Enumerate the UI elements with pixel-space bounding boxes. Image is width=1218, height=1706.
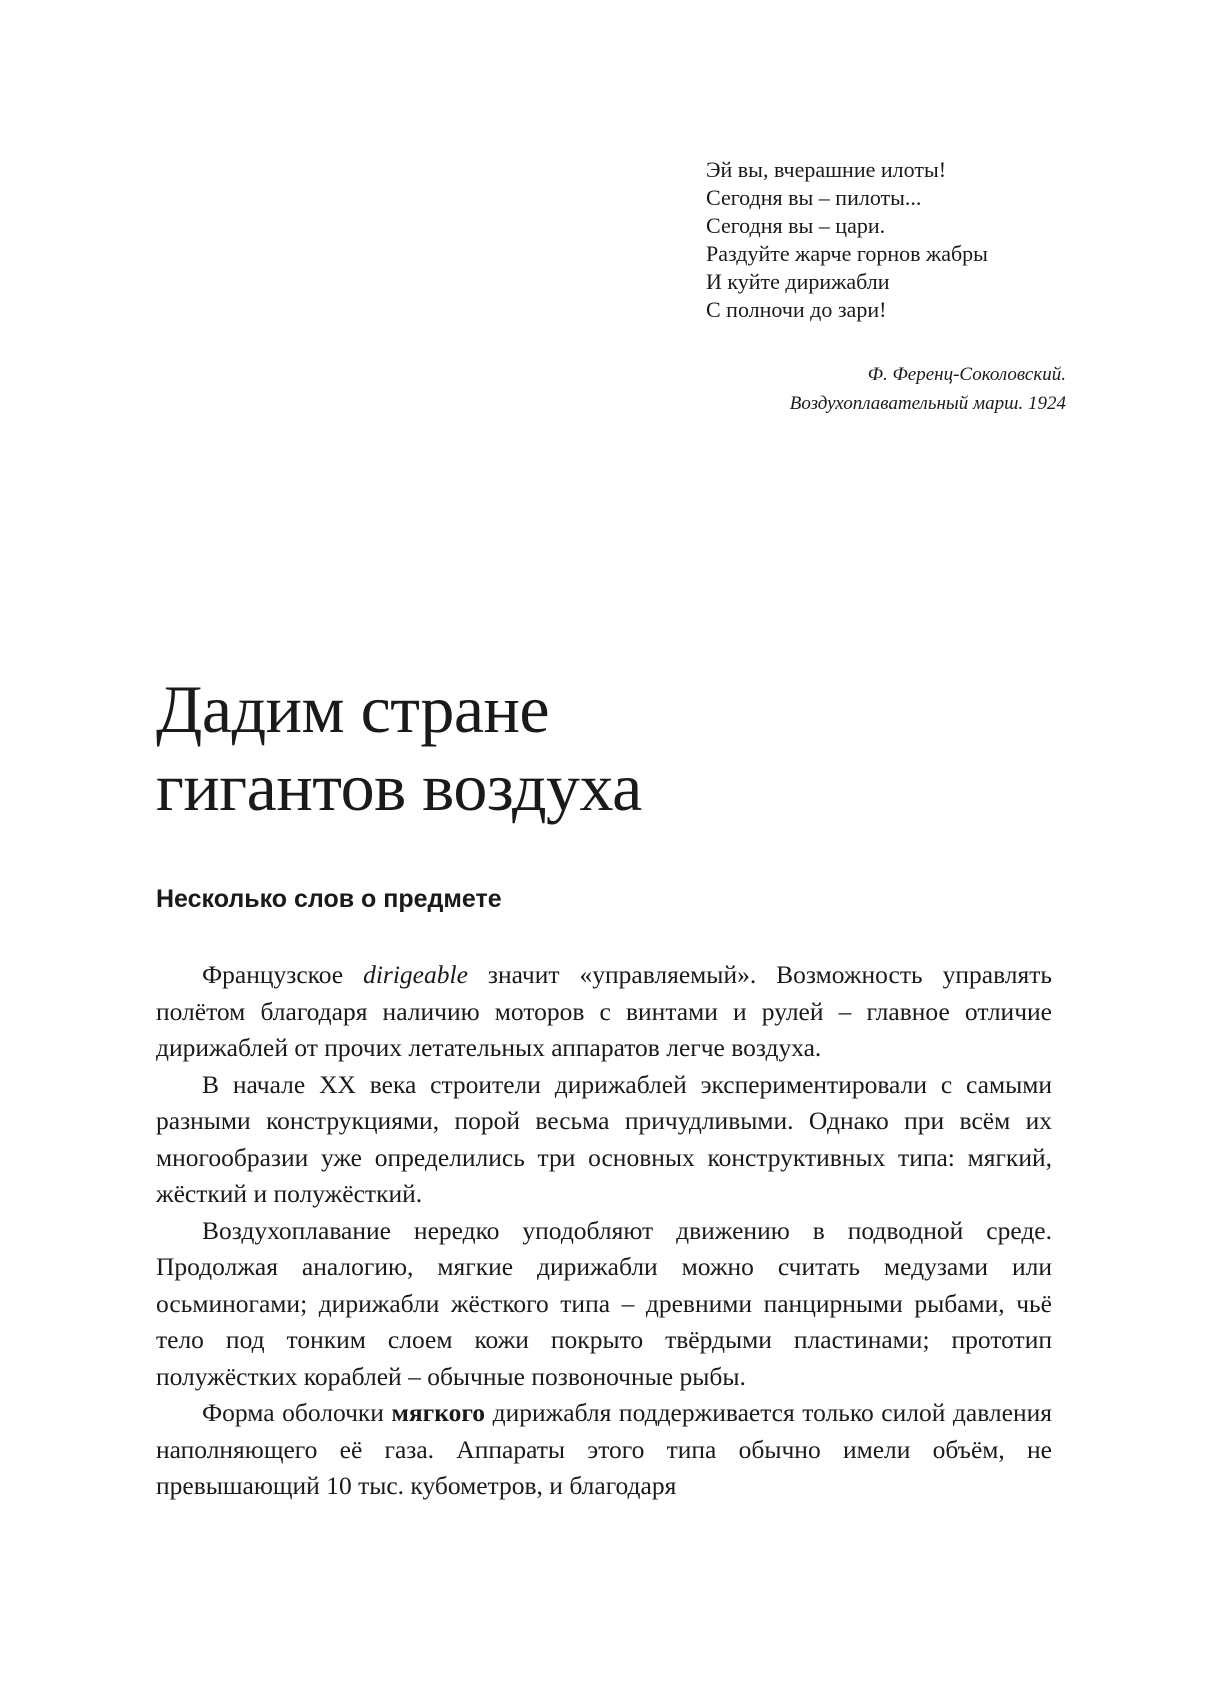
epigraph-author: Ф. Ференц-Соколовский.	[867, 364, 1066, 385]
poem-line: Эй вы, вчерашние илоты!	[706, 157, 947, 182]
italic-term: dirigeable	[363, 960, 468, 989]
epigraph-poem	[706, 156, 1066, 324]
bold-term: мягкого	[391, 1398, 486, 1427]
epigraph-source: Воздухоплавательный марш. 1924	[789, 393, 1066, 414]
epigraph	[706, 156, 1066, 414]
poem-line: Раздуйте жарче горнов жабры	[706, 241, 988, 266]
chapter-title-line: Дадим стране	[156, 671, 550, 747]
poem-line: И куйте дирижабли	[706, 269, 890, 294]
paragraph-text: Форма оболочки	[202, 1398, 392, 1427]
paragraph	[156, 1395, 1052, 1505]
paragraph-text: Французское	[202, 960, 364, 989]
paragraph	[156, 957, 1052, 1067]
poem-line: Сегодня вы – пилоты...	[706, 185, 922, 210]
paragraph-text: значит «управляемый». Возможность управлять полётом благодаря наличию моторов с винтами и рулей – главное отличие дирижаблей от прочих летательных аппаратов легче воздуха.	[156, 960, 1052, 1062]
chapter-title	[156, 670, 642, 826]
paragraph-text: дирижабля поддерживается только силой давления наполняющего её газа. Аппараты этого типа обычно имели объём, не превышающий 10 тыс. кубометров, и благодаря	[156, 1398, 1052, 1500]
poem-line: С полночи до зари!	[706, 297, 887, 322]
body-text	[156, 957, 1052, 1505]
section-heading: Несколько слов о предмете	[156, 885, 502, 913]
poem-line: Сегодня вы – цари.	[706, 213, 886, 238]
paragraph: Воздухоплавание нередко уподобляют движению в подводной среде. Продолжая аналогию, мягкие дирижабли можно считать медузами или осьминогами; дирижабли жёсткого типа – древними панцирными рыбами, чьё тело под тонким слоем кожи покрыто твёрдыми пластинами; прототип полужёстких кораблей – обычные позвоночные рыбы.	[156, 1215, 1052, 1391]
paragraph: В начале XX века строители дирижаблей экспериментировали с самыми разными конструкциями, порой весьма причудливыми. Однако при всём их многообразии уже определились три основных конструктивных типа: мягкий, жёсткий и полужёсткий.	[156, 1069, 1052, 1208]
epigraph-attribution	[790, 360, 1066, 418]
chapter-title-line: гигантов воздуха	[156, 749, 642, 825]
